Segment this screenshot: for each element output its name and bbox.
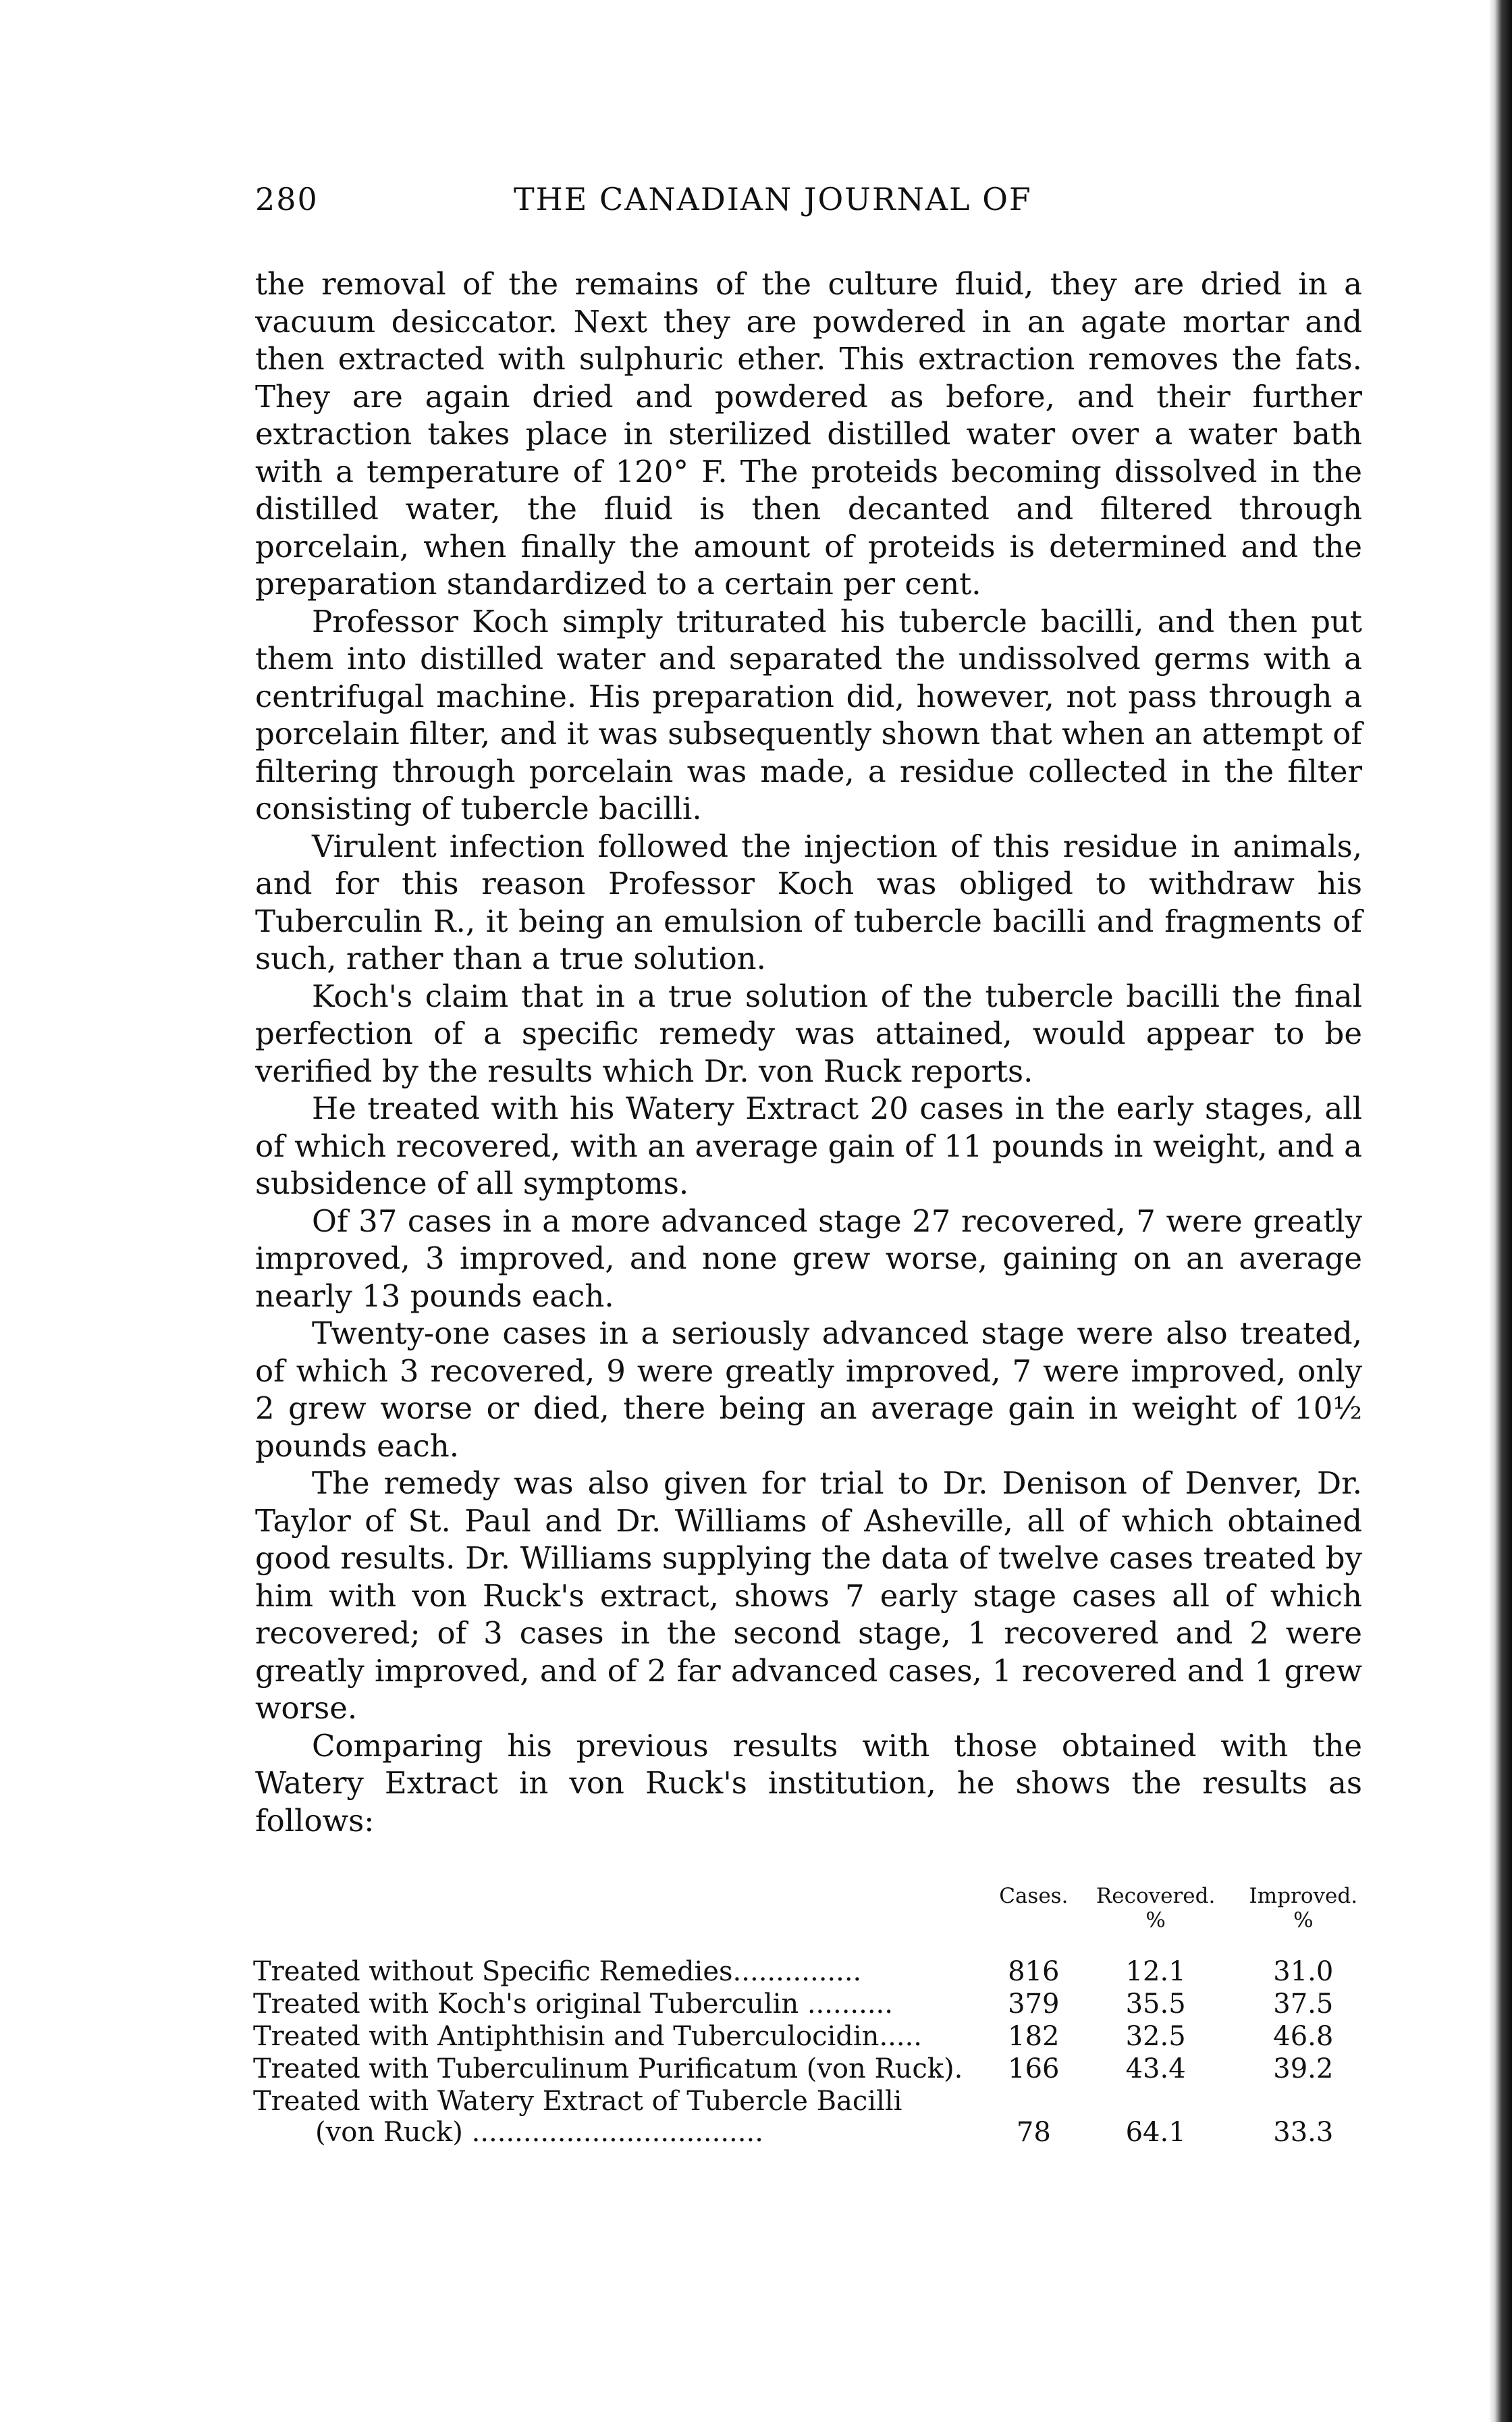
improved-cell: 31.0 <box>1273 1956 1334 1987</box>
row-label-line: (von Ruck) .................................. <box>315 2117 763 2148</box>
recovered-column-header: Recovered. % <box>1096 1884 1216 1932</box>
label-column-header <box>253 1884 989 1955</box>
paragraph: the removal of the remains of the culture fluid, they are dried in a vacuum desiccator. Next they are powdered in an agate mortar and then extracted with sulphuric ether. This extraction removes the fats. They are again dried and powdered as before, and their further extraction takes place in sterilized distilled water over a water bath with a temperature of 120° F. The proteids becoming dissolved in the distilled water, the fluid is then decanted and filtered through porcelain, when finally the amount of proteids is determined and the preparation standardized to a certain per cent. <box>255 266 1362 602</box>
recovered-cell: 12.1 <box>1125 1956 1186 1987</box>
paragraph: Professor Koch simply triturated his tubercle bacilli, and then put them into distilled water and separated the undissolved germs with a centrifugal machine. His preparation did, however, not pass through a porcelain filter, and it was subsequently shown that when an attempt of filtering through porcelain was made, a residue collected in the filter consisting of tubercle bacilli. <box>255 603 1362 826</box>
recovered-cell: 64.1 <box>1125 2117 1186 2148</box>
table-row <box>253 1955 1374 1988</box>
cases-cell: 816 <box>1008 1956 1060 1987</box>
paragraph: Comparing his previous results with those obtained with the Watery Extract in von Ruck's institution, he shows the results as follows: <box>255 1727 1362 1839</box>
cases-cell: 182 <box>1008 2021 1060 2052</box>
paragraph: The remedy was also given for trial to Dr. Denison of Denver, Dr. Taylor of St. Paul and Dr. Williams of Asheville, all of which obtained good results. Dr. Williams supplying the data of twelve cases treated by him with von Ruck's extract, shows 7 early stage cases all of which recovered; of 3 cases in the second stage, 1 recovered and 2 were greatly improved, and of 2 far advanced cases, 1 recovered and 1 grew worse. <box>255 1465 1362 1726</box>
row-label: Treated without Specific Remedies............... <box>253 1956 862 1987</box>
row-label: Treated with Antiphthisin and Tuberculocidin..... <box>253 2021 923 2052</box>
paragraph: Virulent infection followed the injection of this residue in animals, and for this reason Professor Koch was obliged to withdraw his Tuberculin R., it being an emulsion of tubercle bacilli and fragments of such, rather than a true solution. <box>255 828 1362 976</box>
results-table <box>253 1884 1374 2149</box>
improved-cell: 46.8 <box>1273 2021 1334 2052</box>
table-row <box>253 1988 1374 2020</box>
recovered-cell: 32.5 <box>1125 2021 1186 2052</box>
page-number: 280 <box>255 181 319 217</box>
scan-page-edge <box>1489 0 1512 2422</box>
row-label: Treated with Tuberculinum Purificatum (von Ruck). <box>253 2053 963 2084</box>
row-label <box>253 2085 989 2149</box>
cases-cell: 166 <box>1008 2053 1060 2084</box>
improved-unit: % <box>1293 1908 1314 1932</box>
table-row <box>253 2053 1374 2085</box>
running-head: THE CANADIAN JOURNAL OF <box>514 181 1032 217</box>
cases-cell: 78 <box>1016 2117 1051 2148</box>
paragraph: Koch's claim that in a true solution of the tubercle bacilli the final perfection of a specific remedy was attained, would appear to be verified by the results which Dr. von Ruck reports. <box>255 978 1362 1089</box>
recovered-unit: % <box>1145 1908 1166 1932</box>
recovered-cell: 35.5 <box>1125 1989 1186 2020</box>
row-label-line: Treated with Watery Extract of Tubercle Bacilli <box>253 2086 902 2117</box>
row-label: Treated with Koch's original Tuberculin .......... <box>253 1989 893 2020</box>
improved-cell: 37.5 <box>1273 1989 1334 2020</box>
page-header <box>255 181 1362 228</box>
paragraph: He treated with his Watery Extract 20 cases in the early stages, all of which recovered, with an average gain of 11 pounds in weight, and a subsidence of all symptoms. <box>255 1090 1362 1201</box>
table-row <box>253 2085 1374 2149</box>
article-body <box>255 265 1362 1839</box>
paragraph: Of 37 cases in a more advanced stage 27 recovered, 7 were greatly improved, 3 improved, and none grew worse, gaining on an average nearly 13 pounds each. <box>255 1203 1362 1314</box>
table-header-row <box>253 1884 1374 1955</box>
paragraph: Twenty-one cases in a seriously advanced stage were also treated, of which 3 recovered, 9 were greatly improved, 7 were improved, only 2 grew worse or died, there being an average gain in weight of 10½ pounds each. <box>255 1315 1362 1464</box>
improved-cell: 33.3 <box>1273 2117 1334 2148</box>
table-row <box>253 2020 1374 2053</box>
cases-cell: 379 <box>1008 1989 1060 2020</box>
improved-cell: 39.2 <box>1273 2053 1334 2084</box>
improved-column-header: Improved. % <box>1249 1884 1358 1932</box>
recovered-cell: 43.4 <box>1125 2053 1186 2084</box>
cases-column-header: Cases. <box>999 1884 1069 1908</box>
